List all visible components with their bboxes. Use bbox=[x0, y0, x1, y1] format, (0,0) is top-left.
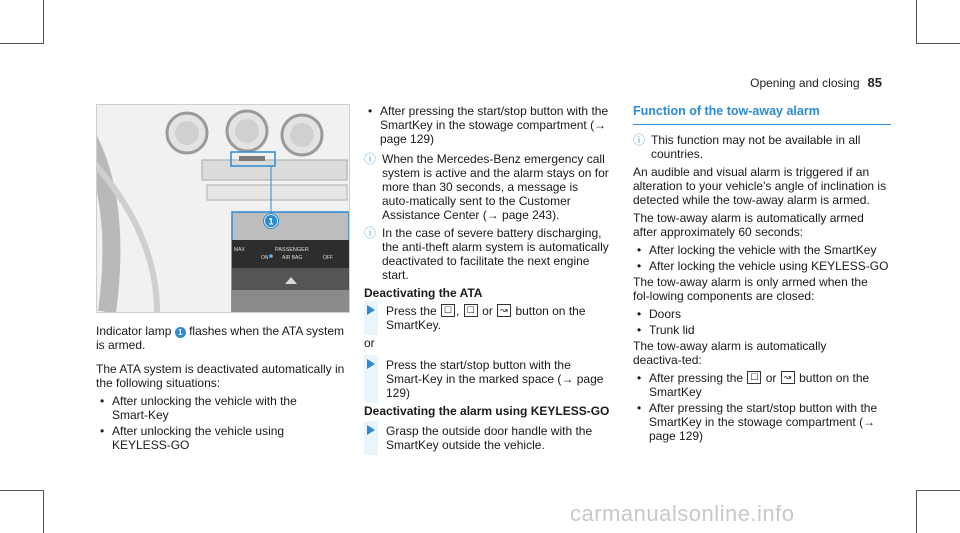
list-item bbox=[633, 371, 891, 399]
trunk-icon: ↝ bbox=[497, 304, 511, 317]
page-header bbox=[750, 76, 882, 90]
section-title: Opening and closing bbox=[750, 76, 860, 90]
or-text: or bbox=[364, 336, 375, 350]
crop-mark bbox=[916, 43, 960, 44]
step-text-b: button on the SmartKey. bbox=[386, 304, 586, 332]
caption-text-b: flashes when the ATA system is armed. bbox=[96, 324, 345, 352]
list-item: • Doors bbox=[633, 307, 891, 321]
section-heading: Function of the tow‑away alarm bbox=[633, 104, 891, 125]
paragraph: The ATA system is deactivated automatically in the following situations: bbox=[96, 362, 345, 390]
bullet-text-a: After pressing the bbox=[649, 371, 744, 385]
paragraph: An audible and visual alarm is triggered if an alteration to your vehicle's angle of inclination is detected while the tow‑away alarm is armed. bbox=[633, 165, 887, 207]
figure-badge: 1 bbox=[268, 216, 274, 227]
note bbox=[364, 226, 616, 282]
callout-badge: 1 bbox=[175, 327, 186, 338]
panel-label-max: MAX bbox=[234, 247, 245, 253]
crop-mark bbox=[0, 43, 44, 44]
bullet-text-b: button on the SmartKey bbox=[649, 371, 870, 399]
step bbox=[364, 358, 616, 400]
dashboard-illustration-svg bbox=[97, 105, 349, 312]
note-text: When the Mercedes‑Benz emergency call system is active and the alarm stays on for more than 30 seconds, a message is auto‑matically sent to the Customer Assistance Center (→ page 243). bbox=[382, 152, 609, 222]
page-number: 85 bbox=[867, 75, 882, 90]
step-sep: , bbox=[456, 304, 460, 318]
step-sep: or bbox=[482, 304, 493, 318]
paragraph: The tow‑away alarm is automatically deactiva‑ted: bbox=[633, 339, 827, 367]
paragraph: The tow‑away alarm is only armed when the fol‑lowing components are closed: bbox=[633, 275, 868, 303]
list-item: • After locking the vehicle using KEYLESS‑GO bbox=[633, 259, 891, 273]
info-icon: ⓘ bbox=[364, 152, 377, 166]
list-item: • Trunk lid bbox=[633, 323, 891, 337]
step-arrow-icon bbox=[367, 359, 375, 369]
subheading: Deactivating the alarm using KEYLESS‑GO bbox=[364, 404, 610, 418]
note-text: This function may not be available in all countries. bbox=[651, 133, 861, 161]
panel-label-off: OFF bbox=[323, 255, 333, 261]
panel-label-passenger: PASSENGER bbox=[275, 247, 309, 253]
list-item: • After locking the vehicle with the SmartKey bbox=[633, 243, 891, 257]
column-left bbox=[96, 324, 348, 454]
crop-mark bbox=[43, 490, 44, 533]
lock-icon: ☐ bbox=[747, 371, 761, 384]
column-middle bbox=[364, 104, 616, 456]
paragraph: The tow‑away alarm is automatically armed after approximately 60 seconds: bbox=[633, 211, 864, 239]
step-arrow-icon bbox=[367, 305, 375, 315]
dashboard-illustration bbox=[96, 104, 350, 313]
step bbox=[364, 304, 616, 332]
info-icon: ⓘ bbox=[633, 133, 646, 147]
list-item: • After pressing the start/stop button with the SmartKey in the stowage compartment (→ page 129) bbox=[633, 401, 891, 443]
caption-text-a: Indicator lamp bbox=[96, 324, 172, 338]
note-text: In the case of severe battery discharging, the anti‑theft alarm system is automatically deactivated to facilitate the next engine start. bbox=[382, 226, 609, 282]
panel-label-on: ON bbox=[261, 255, 269, 261]
crop-mark bbox=[916, 0, 917, 44]
crop-mark bbox=[43, 0, 44, 44]
bullet-sep: or bbox=[765, 371, 777, 385]
list-item: • After pressing the start/stop button with the SmartKey in the stowage compartment (→ page 129) bbox=[364, 104, 616, 146]
list-item: • After unlocking the vehicle using KEYLESS‑GO bbox=[96, 424, 348, 452]
subheading: Deactivating the ATA bbox=[364, 286, 483, 300]
list-item: • After unlocking the vehicle with the Smart‑Key bbox=[96, 394, 348, 422]
info-icon: ⓘ bbox=[364, 226, 377, 240]
panel-label-airbag: AIR BAG bbox=[282, 255, 303, 261]
step-text: Press the start/stop button with the Smart‑Key in the marked space (→ page 129) bbox=[386, 358, 604, 400]
watermark: carmanualsonline.info bbox=[570, 501, 795, 526]
step bbox=[364, 424, 616, 452]
crop-mark bbox=[916, 490, 960, 491]
unlock-icon: ☐ bbox=[464, 304, 478, 317]
trunk-icon: ↝ bbox=[781, 371, 795, 384]
note bbox=[633, 133, 891, 161]
figure-caption bbox=[96, 324, 348, 352]
column-right bbox=[633, 104, 891, 445]
step-arrow-icon bbox=[367, 425, 375, 435]
note bbox=[364, 152, 616, 222]
step-text: Grasp the outside door handle with the SmartKey outside the vehicle. bbox=[386, 424, 593, 452]
crop-mark bbox=[0, 490, 44, 491]
step-text-a: Press the bbox=[386, 304, 437, 318]
lock-icon: ☐ bbox=[441, 304, 455, 317]
crop-mark bbox=[916, 490, 917, 533]
